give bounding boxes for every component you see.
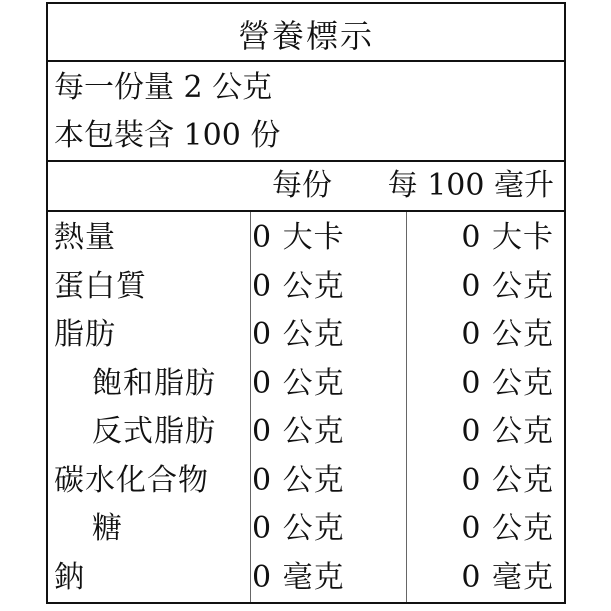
- value-per-100: 0 公克: [461, 268, 554, 304]
- nutrient-name: 熱量: [54, 220, 116, 255]
- nutrition-facts-label: [46, 2, 566, 604]
- title-divider: [48, 60, 564, 62]
- nutrient-name: 飽和脂肪: [92, 365, 216, 401]
- servings-per-package: 本包裝含 100 份: [54, 118, 281, 153]
- value-per-100: 0 公克: [461, 317, 554, 352]
- value-per-serving: 0 公克: [252, 268, 345, 304]
- label-title: 營養標示: [237, 17, 374, 55]
- value-per-serving: 0 公克: [252, 462, 345, 498]
- header-divider: [48, 210, 564, 212]
- nutrient-name: 蛋白質: [54, 268, 147, 304]
- serving-divider: [48, 160, 564, 162]
- value-per-100: 0 大卡: [461, 220, 554, 255]
- column-divider-2: [406, 212, 407, 602]
- nutrient-name: 反式脂肪: [92, 414, 216, 449]
- value-per-serving: 0 公克: [252, 511, 345, 546]
- value-per-serving: 0 公克: [252, 317, 345, 352]
- column-header-per-100: 每 100 毫升: [387, 168, 554, 203]
- value-per-100: 0 公克: [461, 462, 554, 498]
- column-header-per-serving: 每份: [272, 168, 332, 203]
- value-per-serving: 0 公克: [252, 365, 345, 401]
- value-per-serving: 0 公克: [252, 414, 345, 449]
- serving-size: 每一份量 2 公克: [54, 70, 273, 105]
- nutrient-name: 鈉: [54, 559, 85, 595]
- value-per-100: 0 公克: [461, 365, 554, 401]
- value-per-100: 0 毫克: [461, 559, 554, 595]
- value-per-serving: 0 毫克: [252, 559, 345, 595]
- value-per-100: 0 公克: [461, 414, 554, 449]
- value-per-serving: 0 大卡: [252, 220, 345, 255]
- value-per-100: 0 公克: [461, 511, 554, 546]
- nutrient-name: 脂肪: [54, 317, 116, 352]
- column-divider-1: [250, 212, 251, 602]
- nutrient-name: 糖: [92, 511, 123, 546]
- nutrient-name: 碳水化合物: [54, 462, 209, 498]
